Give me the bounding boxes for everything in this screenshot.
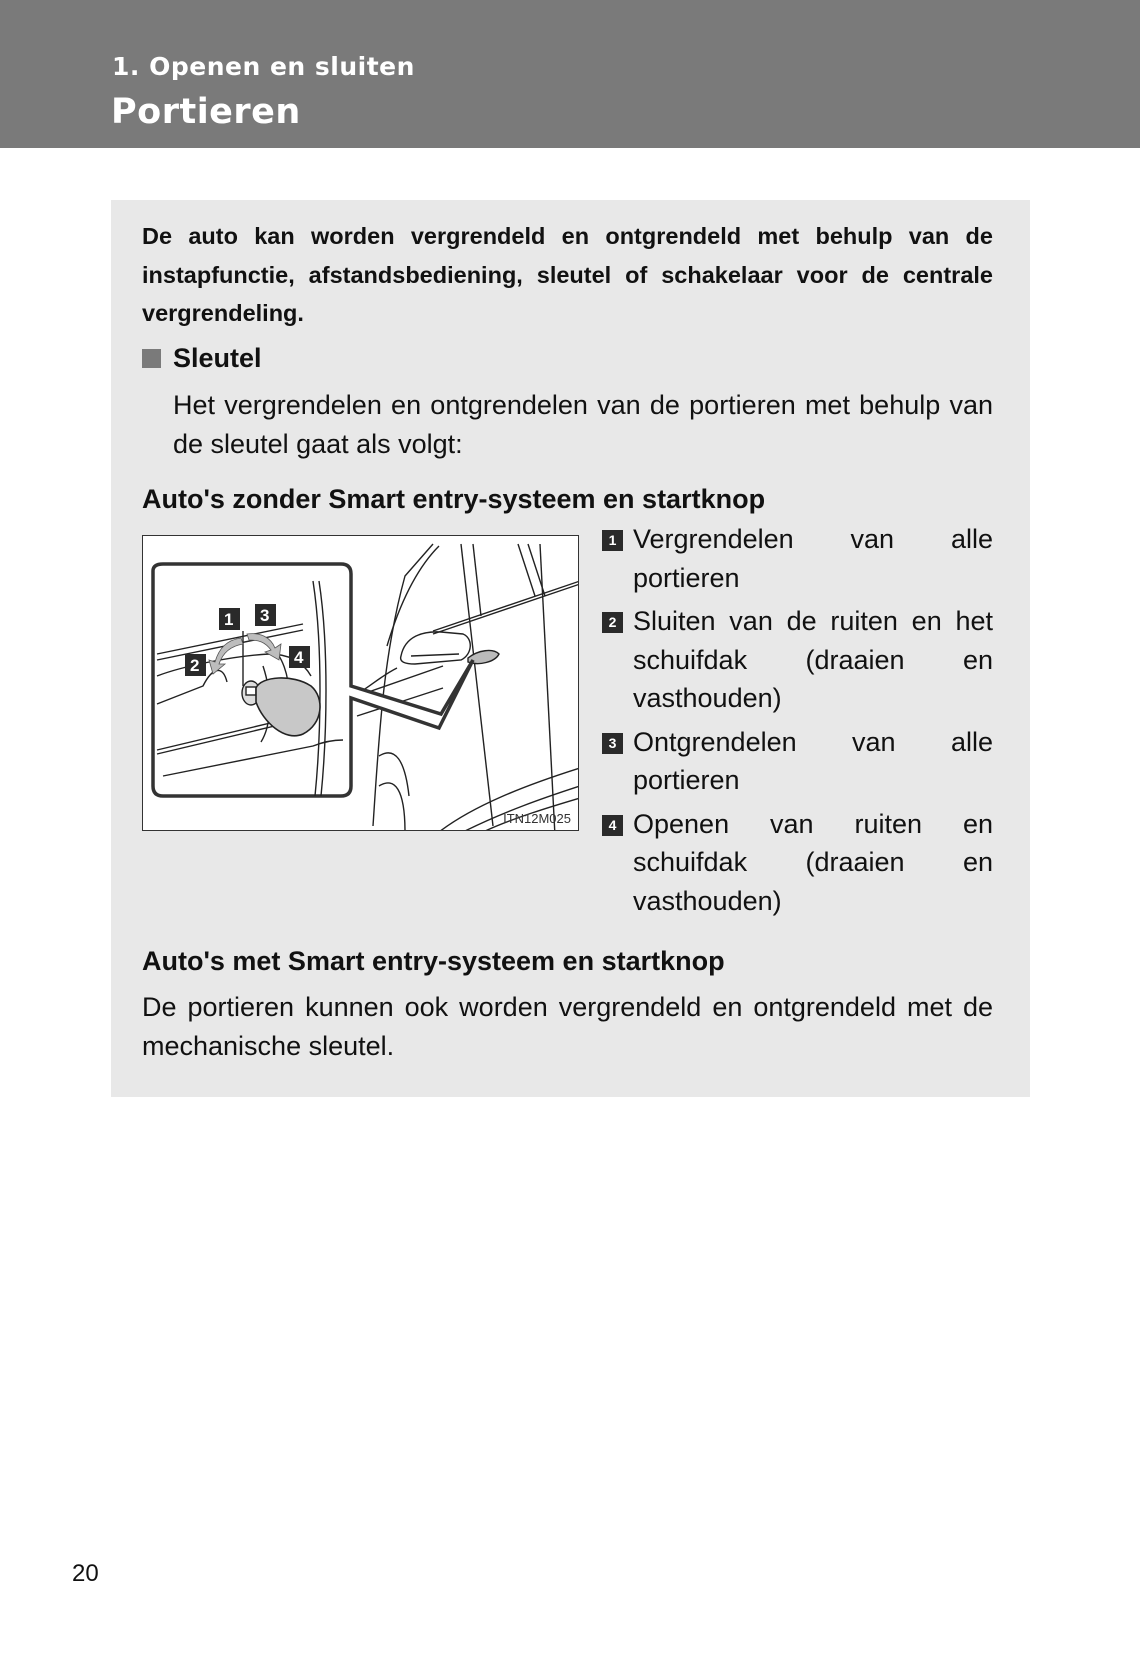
step-number-badge: 2 (602, 612, 623, 633)
section-heading-label: Sleutel (173, 343, 262, 373)
step-text: Vergrendelen van alle portieren (633, 524, 993, 593)
key-door-lock-illustration (142, 535, 579, 831)
section-heading-sleutel (142, 342, 262, 374)
car-door-key-drawing (143, 536, 579, 831)
section-body: Het vergrendelen en ontgrendelen van de portieren met behulp van de sleutel gaat als volgt: (173, 390, 993, 459)
figure-code: ITN12M025 (503, 811, 571, 826)
intro-paragraph: De auto kan worden vergrendeld en ontgrendeld met behulp van de instapfunctie, afstandsbediening, sleutel of schakelaar voor de centrale vergrendeling. (142, 223, 993, 326)
step-number-badge: 4 (602, 815, 623, 836)
chapter-header (0, 0, 1140, 148)
chapter-label: 1. Openen en sluiten (112, 52, 415, 81)
subheading-without-smart-entry: Auto's zonder Smart entry-systeem en startknop (142, 484, 766, 514)
page-title: Portieren (111, 92, 301, 132)
svg-text:1: 1 (224, 610, 234, 629)
page-number: 20 (72, 1560, 99, 1587)
step-item (602, 520, 993, 597)
step-number-badge: 3 (602, 733, 623, 754)
subheading-with-smart-entry: Auto's met Smart entry-systeem en startknop (142, 946, 725, 976)
square-bullet-icon (142, 349, 161, 368)
step-item (602, 602, 993, 718)
content-box (111, 200, 1030, 1097)
svg-text:2: 2 (190, 656, 200, 675)
step-text: Openen van ruiten en schuifdak (draaien en vasthouden) (633, 808, 993, 916)
step-text: Sluiten van de ruiten en het schuifdak (draaien en vasthouden) (633, 606, 993, 713)
step-list (602, 520, 993, 925)
smart-entry-body: De portieren kunnen ook worden vergrendeld en ontgrendeld met de mechanische sleutel. (142, 992, 993, 1061)
step-number-badge: 1 (602, 530, 623, 551)
svg-text:4: 4 (294, 648, 304, 667)
step-item (602, 805, 993, 921)
svg-text:3: 3 (260, 606, 270, 625)
step-item (602, 723, 993, 800)
step-text: Ontgrendelen van alle portieren (633, 726, 993, 795)
